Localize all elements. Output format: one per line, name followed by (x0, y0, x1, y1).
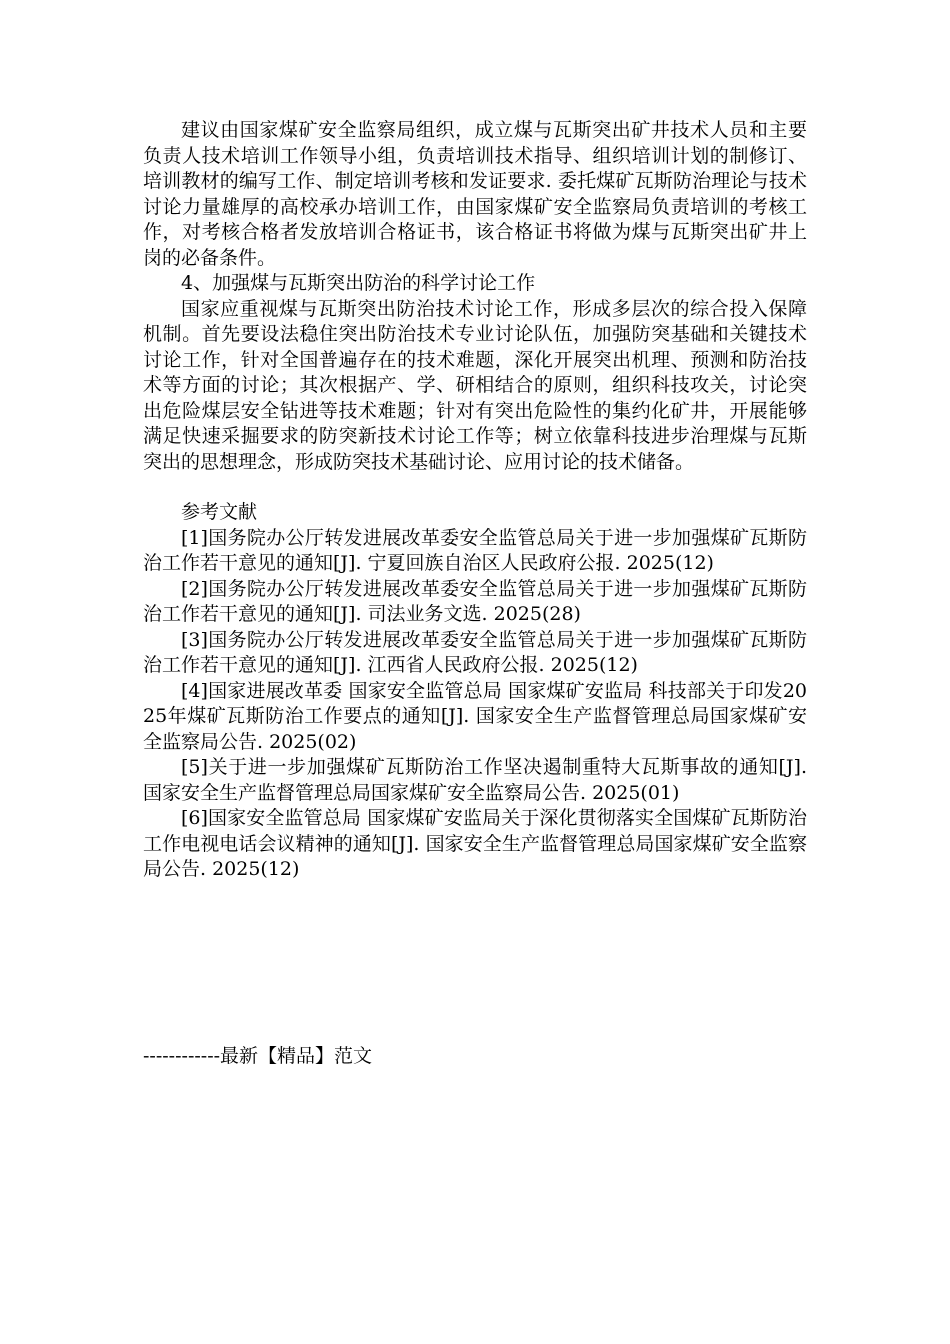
reference-item: [1]国务院办公厅转发进展改革委安全监管总局关于进一步加强煤矿瓦斯防治工作若干意见的通知[J]. 宁夏回族自治区人民政府公报. 2025(12) (143, 526, 807, 574)
reference-item: [2]国务院办公厅转发进展改革委安全监管总局关于进一步加强煤矿瓦斯防治工作若干意见的通知[J]. 司法业务文选. 2025(28) (143, 577, 807, 625)
body-paragraph-training: 建议由国家煤矿安全监察局组织，成立煤与瓦斯突出矿井技术人员和主要负责人技术培训工作领导小组，负责培训技术指导、组织培训计划的制修订、培训教材的编写工作、制定培训考核和发证要求. 委托煤矿瓦斯防治理论与技术讨论力量雄厚的高校承办培训工作，由国家煤矿安全监察局负责培训的考核工作，对考核合格者发放培训合格证书，该合格证书将做为煤与瓦斯突出矿井上岗的必备条件。 (143, 119, 807, 269)
reference-item: [6]国家安全监管总局 国家煤矿安监局关于深化贯彻落实全国煤矿瓦斯防治工作电视电话会议精神的通知[J]. 国家安全生产监督管理总局国家煤矿安全监察局公告. 2025(12) (143, 807, 807, 880)
references-heading: 参考文献 (181, 501, 258, 523)
reference-item: [5]关于进一步加强煤矿瓦斯防治工作坚决遏制重特大瓦斯事故的通知[J]. 国家安全生产监督管理总局国家煤矿安全监察局公告. 2025(01) (143, 756, 807, 804)
body-paragraph-research: 国家应重视煤与瓦斯突出防治技术讨论工作，形成多层次的综合投入保障机制。首先要设法稳住突出防治技术专业讨论队伍，加强防突基础和关键技术讨论工作，针对全国普遍存在的技术难题，深化开展突出机理、预测和防治技术等方面的讨论；其次根据产、学、研相结合的原则，组织科技攻关，讨论突出危险煤层安全钻进等技术难题；针对有突出危险性的集约化矿井，开展能够满足快速采掘要求的防突新技术讨论工作等；树立依靠科技进步治理煤与瓦斯突出的思想理念，形成防突技术基础讨论、应用讨论的技术储备。 (143, 297, 807, 473)
paragraph-spacer (143, 475, 807, 500)
footer-tagline: ------------最新【精品】范文 (143, 1045, 373, 1067)
reference-item: [4]国家进展改革委 国家安全监管总局 国家煤矿安监局 科技部关于印发2025年煤矿瓦斯防治工作要点的通知[J]. 国家安全生产监督管理总局国家煤矿安全监察局公告. 2025(02) (143, 679, 807, 753)
document-page (143, 118, 807, 883)
reference-item: [3]国务院办公厅转发进展改革委安全监管总局关于进一步加强煤矿瓦斯防治工作若干意见的通知[J]. 江西省人民政府公报. 2025(12) (143, 628, 807, 676)
section-heading-research: 4、加强煤与瓦斯突出防治的科学讨论工作 (181, 272, 536, 294)
